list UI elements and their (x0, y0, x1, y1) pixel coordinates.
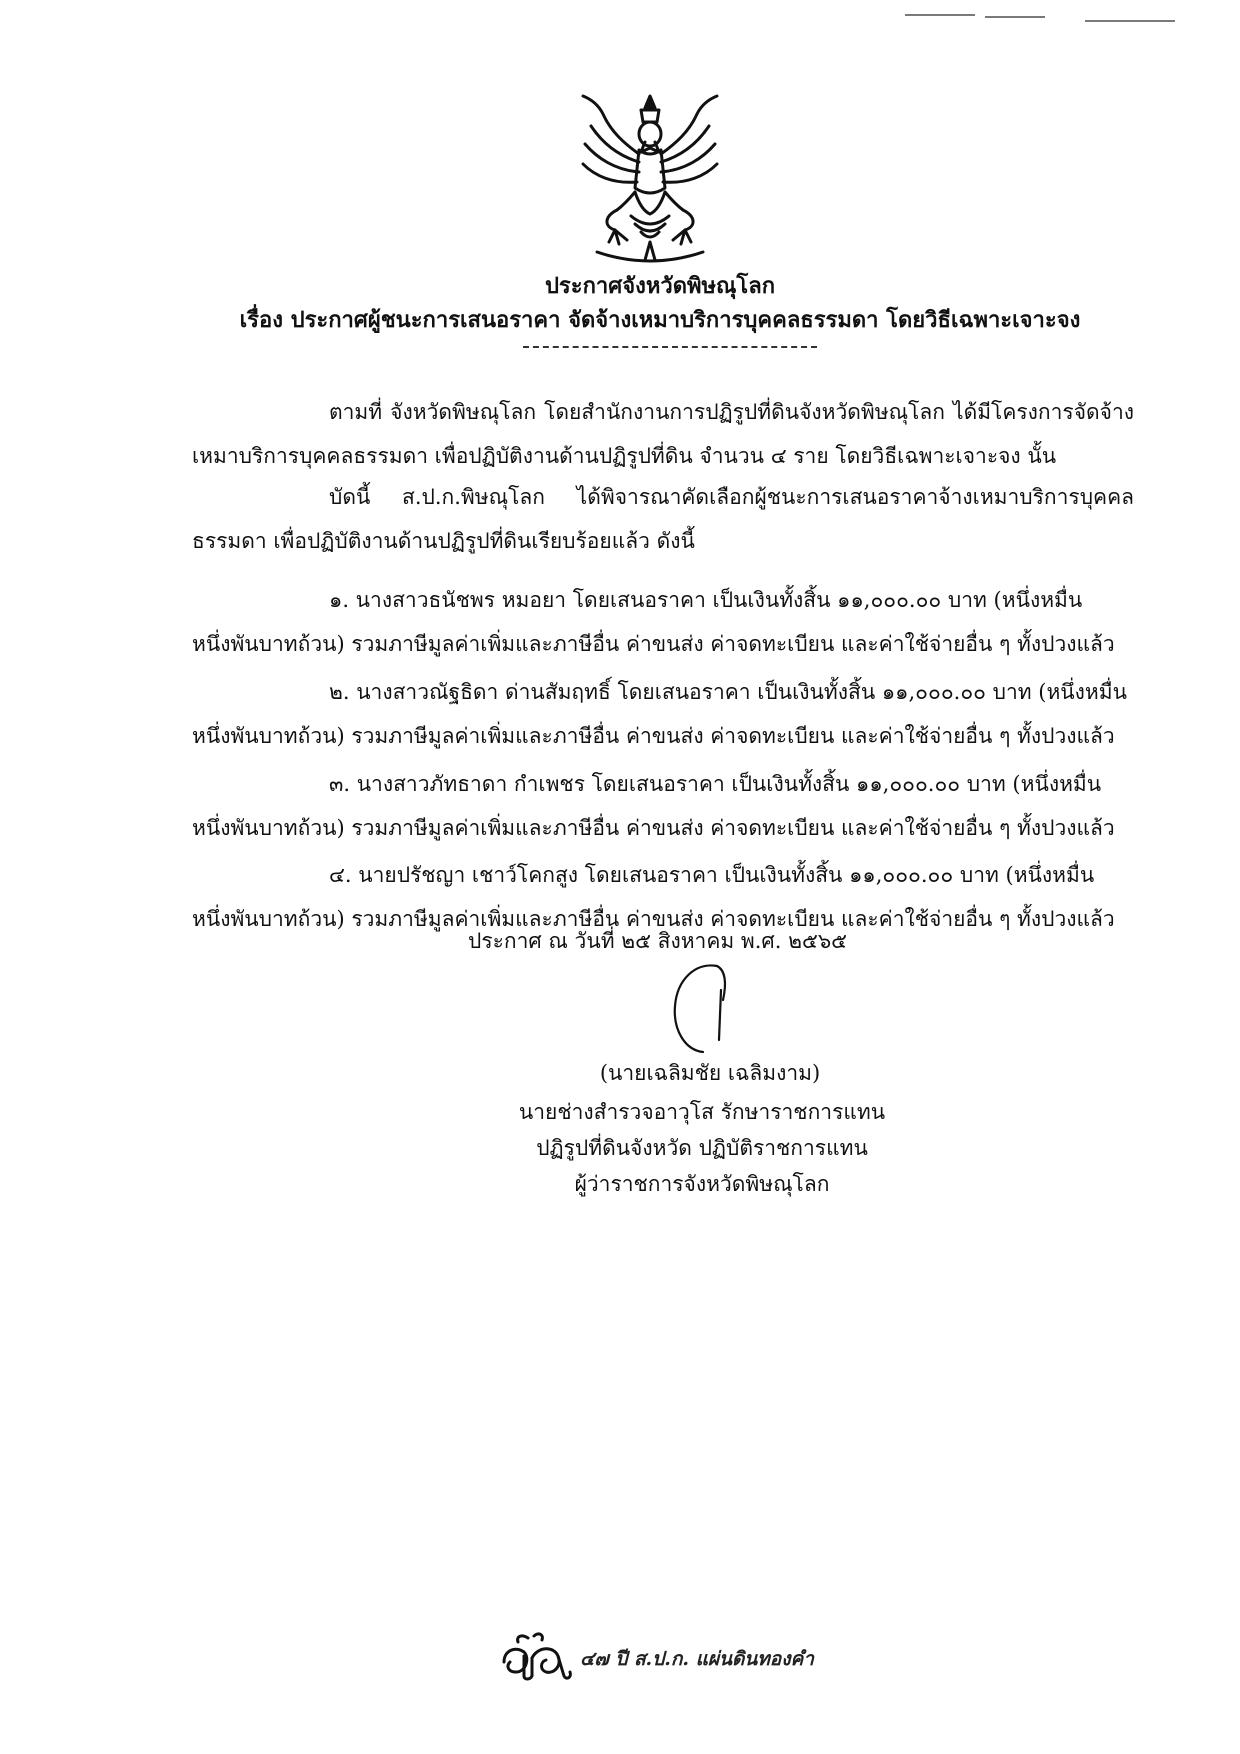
scan-artifact-line (985, 16, 1045, 18)
paragraph-selection: บัดนี้ ส.ป.ก.พิษณุโลก ได้พิจารณาคัดเลือกผู้ชนะการเสนอราคาจ้างเหมาบริการบุคคลธรรมดา เพื่อปฏิบัติงานด้านปฏิรูปที่ดินเรียบร้อยแล้ว ดังนี้ (192, 485, 1134, 553)
winner-line-2: หนึ่งพันบาทถ้วน) รวมภาษีมูลค่าเพิ่มและภาษีอื่น ค่าขนส่ง ค่าจดทะเบียน และค่าใช้จ่ายอื่น ๆ ทั้งปวงแล้ว (192, 907, 1115, 931)
winner-line-2: หนึ่งพันบาทถ้วน) รวมภาษีมูลค่าเพิ่มและภาษีอื่น ค่าขนส่ง ค่าจดทะเบียน และค่าใช้จ่ายอื่น ๆ ทั้งปวงแล้ว (192, 816, 1115, 840)
signatory-name: (นายเฉลิมชัย เฉลิมงาม) (599, 1061, 821, 1085)
scan-artifact-line (905, 14, 975, 16)
winner-line-1: ๓. นางสาวภัทธาดา กำเพชร โดยเสนอราคา เป็นเงินทั้งสิ้น ๑๑,๐๐๐.๐๐ บาท (หนึ่งหมื่น (329, 772, 1102, 796)
winner-line-2: หนึ่งพันบาทถ้วน) รวมภาษีมูลค่าเพิ่มและภาษีอื่น ค่าขนส่ง ค่าจดทะเบียน และค่าใช้จ่ายอื่น ๆ ทั้งปวงแล้ว (192, 724, 1115, 748)
footer-slogan: ๔๗ ปี ส.ป.ก. แผ่นดินทองคำ (580, 1648, 814, 1670)
winner-line-1: ๑. นางสาวธนัชพร หมอยา โดยเสนอราคา เป็นเงินทั้งสิ้น ๑๑,๐๐๐.๐๐ บาท (หนึ่งหมื่น (329, 588, 1083, 612)
winner-item (192, 670, 1134, 758)
announcement-date: ประกาศ ณ วันที่ ๒๕ สิงหาคม พ.ศ. ๒๕๖๕ (468, 929, 848, 953)
scan-artifact-line (1085, 20, 1175, 22)
winner-item (192, 578, 1134, 666)
winner-item (192, 762, 1134, 850)
title-divider (523, 346, 817, 348)
winner-line-2: หนึ่งพันบาทถ้วน) รวมภาษีมูลค่าเพิ่มและภาษีอื่น ค่าขนส่ง ค่าจดทะเบียน และค่าใช้จ่ายอื่น ๆ ทั้งปวงแล้ว (192, 632, 1115, 656)
garuda-emblem-icon (575, 92, 725, 267)
alro-47-years-logo-icon (498, 1632, 576, 1684)
signatory-position: ผู้ว่าราชการจังหวัดพิษณุโลก (574, 1172, 830, 1196)
signatory-position: นายช่างสำรวจอาวุโส รักษาราชการแทน (518, 1100, 886, 1124)
winner-line-1: ๔. นายปรัชญา เชาว์โคกสูง โดยเสนอราคา เป็นเงินทั้งสิ้น ๑๑,๐๐๐.๐๐ บาท (หนึ่งหมื่น (329, 863, 1095, 887)
handwritten-signature-icon (655, 960, 765, 1055)
announcement-title: ประกาศจังหวัดพิษณุโลก (544, 273, 776, 299)
signatory-position: ปฏิรูปที่ดินจังหวัด ปฏิบัติราชการแทน (536, 1136, 868, 1160)
winner-line-1: ๒. นางสาวณัฐธิดา ด่านสัมฤทธิ์ โดยเสนอราคา เป็นเงินทั้งสิ้น ๑๑,๐๐๐.๐๐ บาท (หนึ่งหมื่น (329, 680, 1127, 704)
paragraph-background: ตามที่ จังหวัดพิษณุโลก โดยสำนักงานการปฏิรูปที่ดินจังหวัดพิษณุโลก ได้มีโครงการจัดจ้างเหมาบริการบุคคลธรรมดา เพื่อปฏิบัติงานด้านปฏิรูปที่ดิน จำนวน ๔ ราย โดยวิธีเฉพาะเจาะจง นั้น (192, 400, 1134, 468)
announcement-subject: เรื่อง ประกาศผู้ชนะการเสนอราคา จัดจ้างเหมาบริการบุคคลธรรมดา โดยวิธีเฉพาะเจาะจง (239, 307, 1081, 333)
